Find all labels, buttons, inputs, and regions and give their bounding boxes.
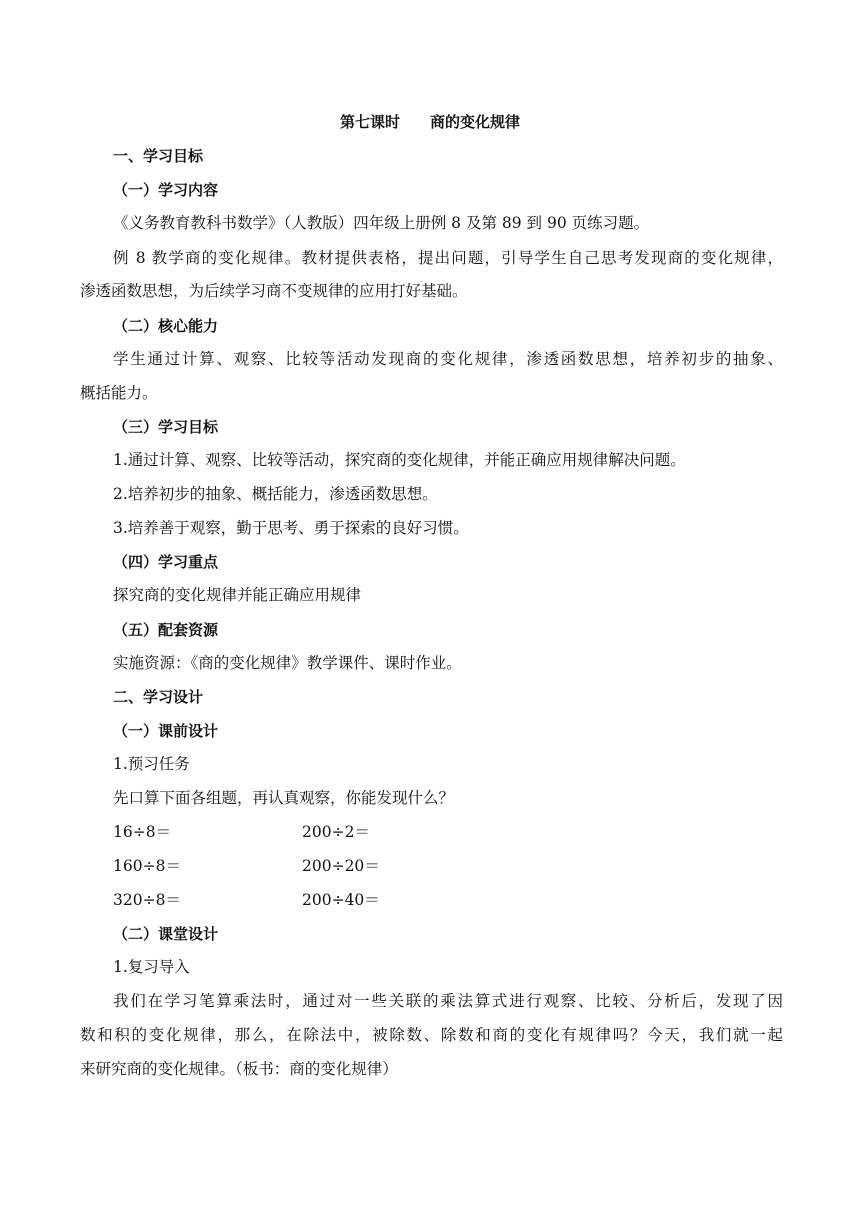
preview-task-heading: 1.预习任务 <box>113 755 190 773</box>
paragraph-content-1: 《义务教育教科书数学》（人教版）四年级上册例 8 及第 89 到 90 页练习题。 <box>113 214 650 232</box>
subheading-resources: （五）配套资源 <box>113 621 219 639</box>
expression-left-2: 160÷8＝ <box>113 857 181 875</box>
paragraph-review-line2: 数和积的变化规律，那么，在除法中，被除数、除数和商的变化有规律吗？今天，我们就一起 <box>80 1026 783 1044</box>
paragraph-review-line3: 来研究商的变化规律。（板书：商的变化规律） <box>80 1060 398 1078</box>
page-title: 第七课时 商的变化规律 <box>339 113 520 131</box>
subheading-learning-content: （一）学习内容 <box>113 181 219 199</box>
expression-left-3: 320÷8＝ <box>113 891 181 909</box>
expression-right-1: 200÷2＝ <box>302 823 370 841</box>
subheading-pre-class-design: （一）课前设计 <box>113 722 219 740</box>
expression-left-1: 16÷8＝ <box>113 823 172 841</box>
objective-item-2: 2.培养初步的抽象、概括能力，渗透函数思想。 <box>113 485 438 503</box>
paragraph-review-line1: 我们在学习笔算乘法时，通过对一些关联的乘法算式进行观察、比较、分析后，发现了因 <box>113 992 783 1010</box>
expression-right-2: 200÷20＝ <box>302 857 380 875</box>
subheading-classroom-design: （二）课堂设计 <box>113 925 219 943</box>
key-point-text: 探究商的变化规律并能正确应用规律 <box>113 586 362 604</box>
subheading-key-points: （四）学习重点 <box>113 553 219 571</box>
objective-item-3: 3.培养善于观察，勤于思考、勇于探索的良好习惯。 <box>113 519 469 537</box>
subheading-learning-objectives: （三）学习目标 <box>113 418 219 436</box>
preview-prompt: 先口算下面各组题，再认真观察，你能发现什么？ <box>113 789 455 807</box>
objective-item-1: 1.通过计算、观察、比较等活动，探究商的变化规律，并能正确应用规律解决问题。 <box>113 451 686 469</box>
paragraph-core-line2: 概括能力。 <box>80 384 158 402</box>
expression-right-3: 200÷40＝ <box>302 891 380 909</box>
subheading-core-ability: （二）核心能力 <box>113 317 219 335</box>
paragraph-core-line1: 学生通过计算、观察、比较等活动发现商的变化规律，渗透函数思想，培养初步的抽象、 <box>113 350 783 368</box>
resources-text: 实施资源：《商的变化规律》教学课件、课时作业。 <box>113 654 462 672</box>
section-heading-learning-goals: 一、学习目标 <box>113 147 204 165</box>
section-heading-learning-design: 二、学习设计 <box>113 688 204 706</box>
paragraph-content-2-line2: 渗透函数思想，为后续学习商不变规律的应用打好基础。 <box>80 282 468 300</box>
review-intro-heading: 1.复习导入 <box>113 958 190 976</box>
paragraph-content-2-line1: 例 8 教学商的变化规律。教材提供表格，提出问题，引导学生自己思考发现商的变化规律， <box>113 249 783 267</box>
